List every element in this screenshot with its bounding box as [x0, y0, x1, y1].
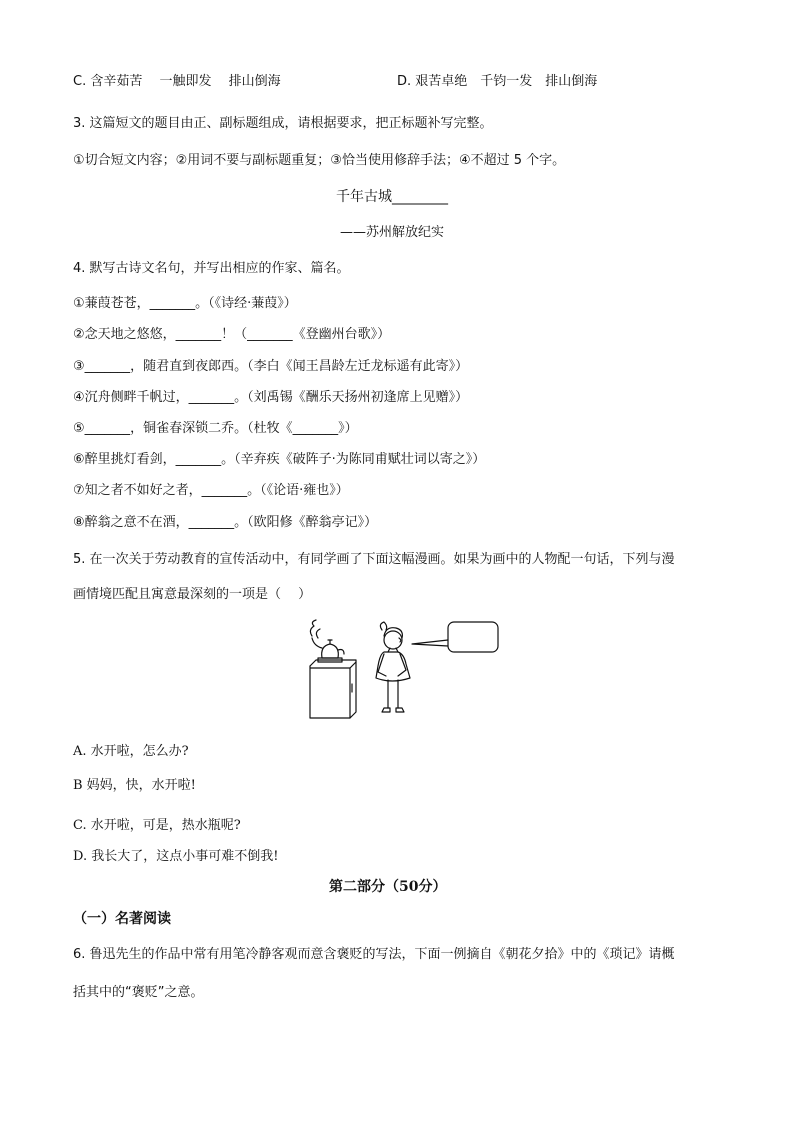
q4-item-4: ④沉舟侧畔千帆过，_______。（刘禹锡《酬乐天扬州初逢席上见赠》） [73, 390, 469, 405]
q3-requirements: ①切合短文内容；②用词不要与副标题重复；③恰当使用修辞手法；④不超过 5 个字。 [73, 153, 566, 168]
q6-line1: 6. 鲁迅先生的作品中常有用笔冷静客观而意含褒贬的写法，下面一例摘自《朝花夕拾》中的《琐记》请概 [73, 947, 675, 962]
cartoon-illustration [300, 618, 505, 726]
q3-main-title: 千年古城________ [336, 189, 448, 205]
q4-item-3: ③_______，随君直到夜郎西。（李白《闻王昌龄左迁龙标遥有此寄》） [73, 359, 469, 374]
q5-option-d: D. 我长大了，这点小事可难不倒我! [73, 849, 279, 864]
q5-option-c: C. 水开啦，可是，热水瓶呢? [73, 818, 241, 833]
q5-stem-line1: 5. 在一次关于劳动教育的宣传活动中，有同学画了下面这幅漫画。如果为画中的人物配一句话，下列与漫 [73, 552, 675, 567]
q4-item-5: ⑤_______，铜雀春深锁二乔。（杜牧《_______》） [73, 421, 358, 436]
stove-cabinet-icon [310, 658, 356, 718]
q6-line2: 括其中的“褒贬”之意。 [73, 985, 204, 1000]
q3-stem: 3. 这篇短文的题目由正、副标题组成，请根据要求，把正标题补写完整。 [73, 116, 493, 131]
q4-item-8: ⑧醉翁之意不在酒，_______。（欧阳修《醉翁亭记》） [73, 515, 378, 530]
q5-option-a: A. 水开啦，怎么办? [73, 744, 189, 759]
q5-option-b: B 妈妈，快，水开啦! [73, 778, 196, 793]
q3-sub-title: ——苏州解放纪实 [340, 225, 445, 240]
q5-stem-line2: 画情境匹配且寓意最深刻的一项是（ ） [73, 587, 312, 602]
q4-item-6: ⑥醉里挑灯看剑，_______。（辛弃疾《破阵子·为陈同甫赋壮词以寄之》） [73, 452, 486, 467]
speech-bubble-icon [412, 622, 498, 652]
part2-heading: 第二部分（50分） [329, 879, 447, 895]
girl-figure-icon [376, 622, 410, 712]
q2-option-c: C. 含辛茹苦 一触即发 排山倒海 [73, 74, 281, 89]
part2-section-heading: （一）名著阅读 [73, 911, 171, 927]
q4-item-7: ⑦知之者不如好之者，_______。（《论语·雍也》） [73, 483, 349, 498]
q4-item-2: ②念天地之悠悠，_______！（_______《登幽州台歌》） [73, 327, 391, 342]
q4-item-1: ①蒹葭苍苍，_______。（《诗经·蒹葭》） [73, 296, 297, 311]
q2-option-d: D. 艰苦卓绝 千钧一发 排山倒海 [397, 74, 598, 89]
boiling-kettle-icon [310, 620, 344, 658]
q4-stem: 4. 默写古诗文名句，并写出相应的作家、篇名。 [73, 261, 350, 276]
